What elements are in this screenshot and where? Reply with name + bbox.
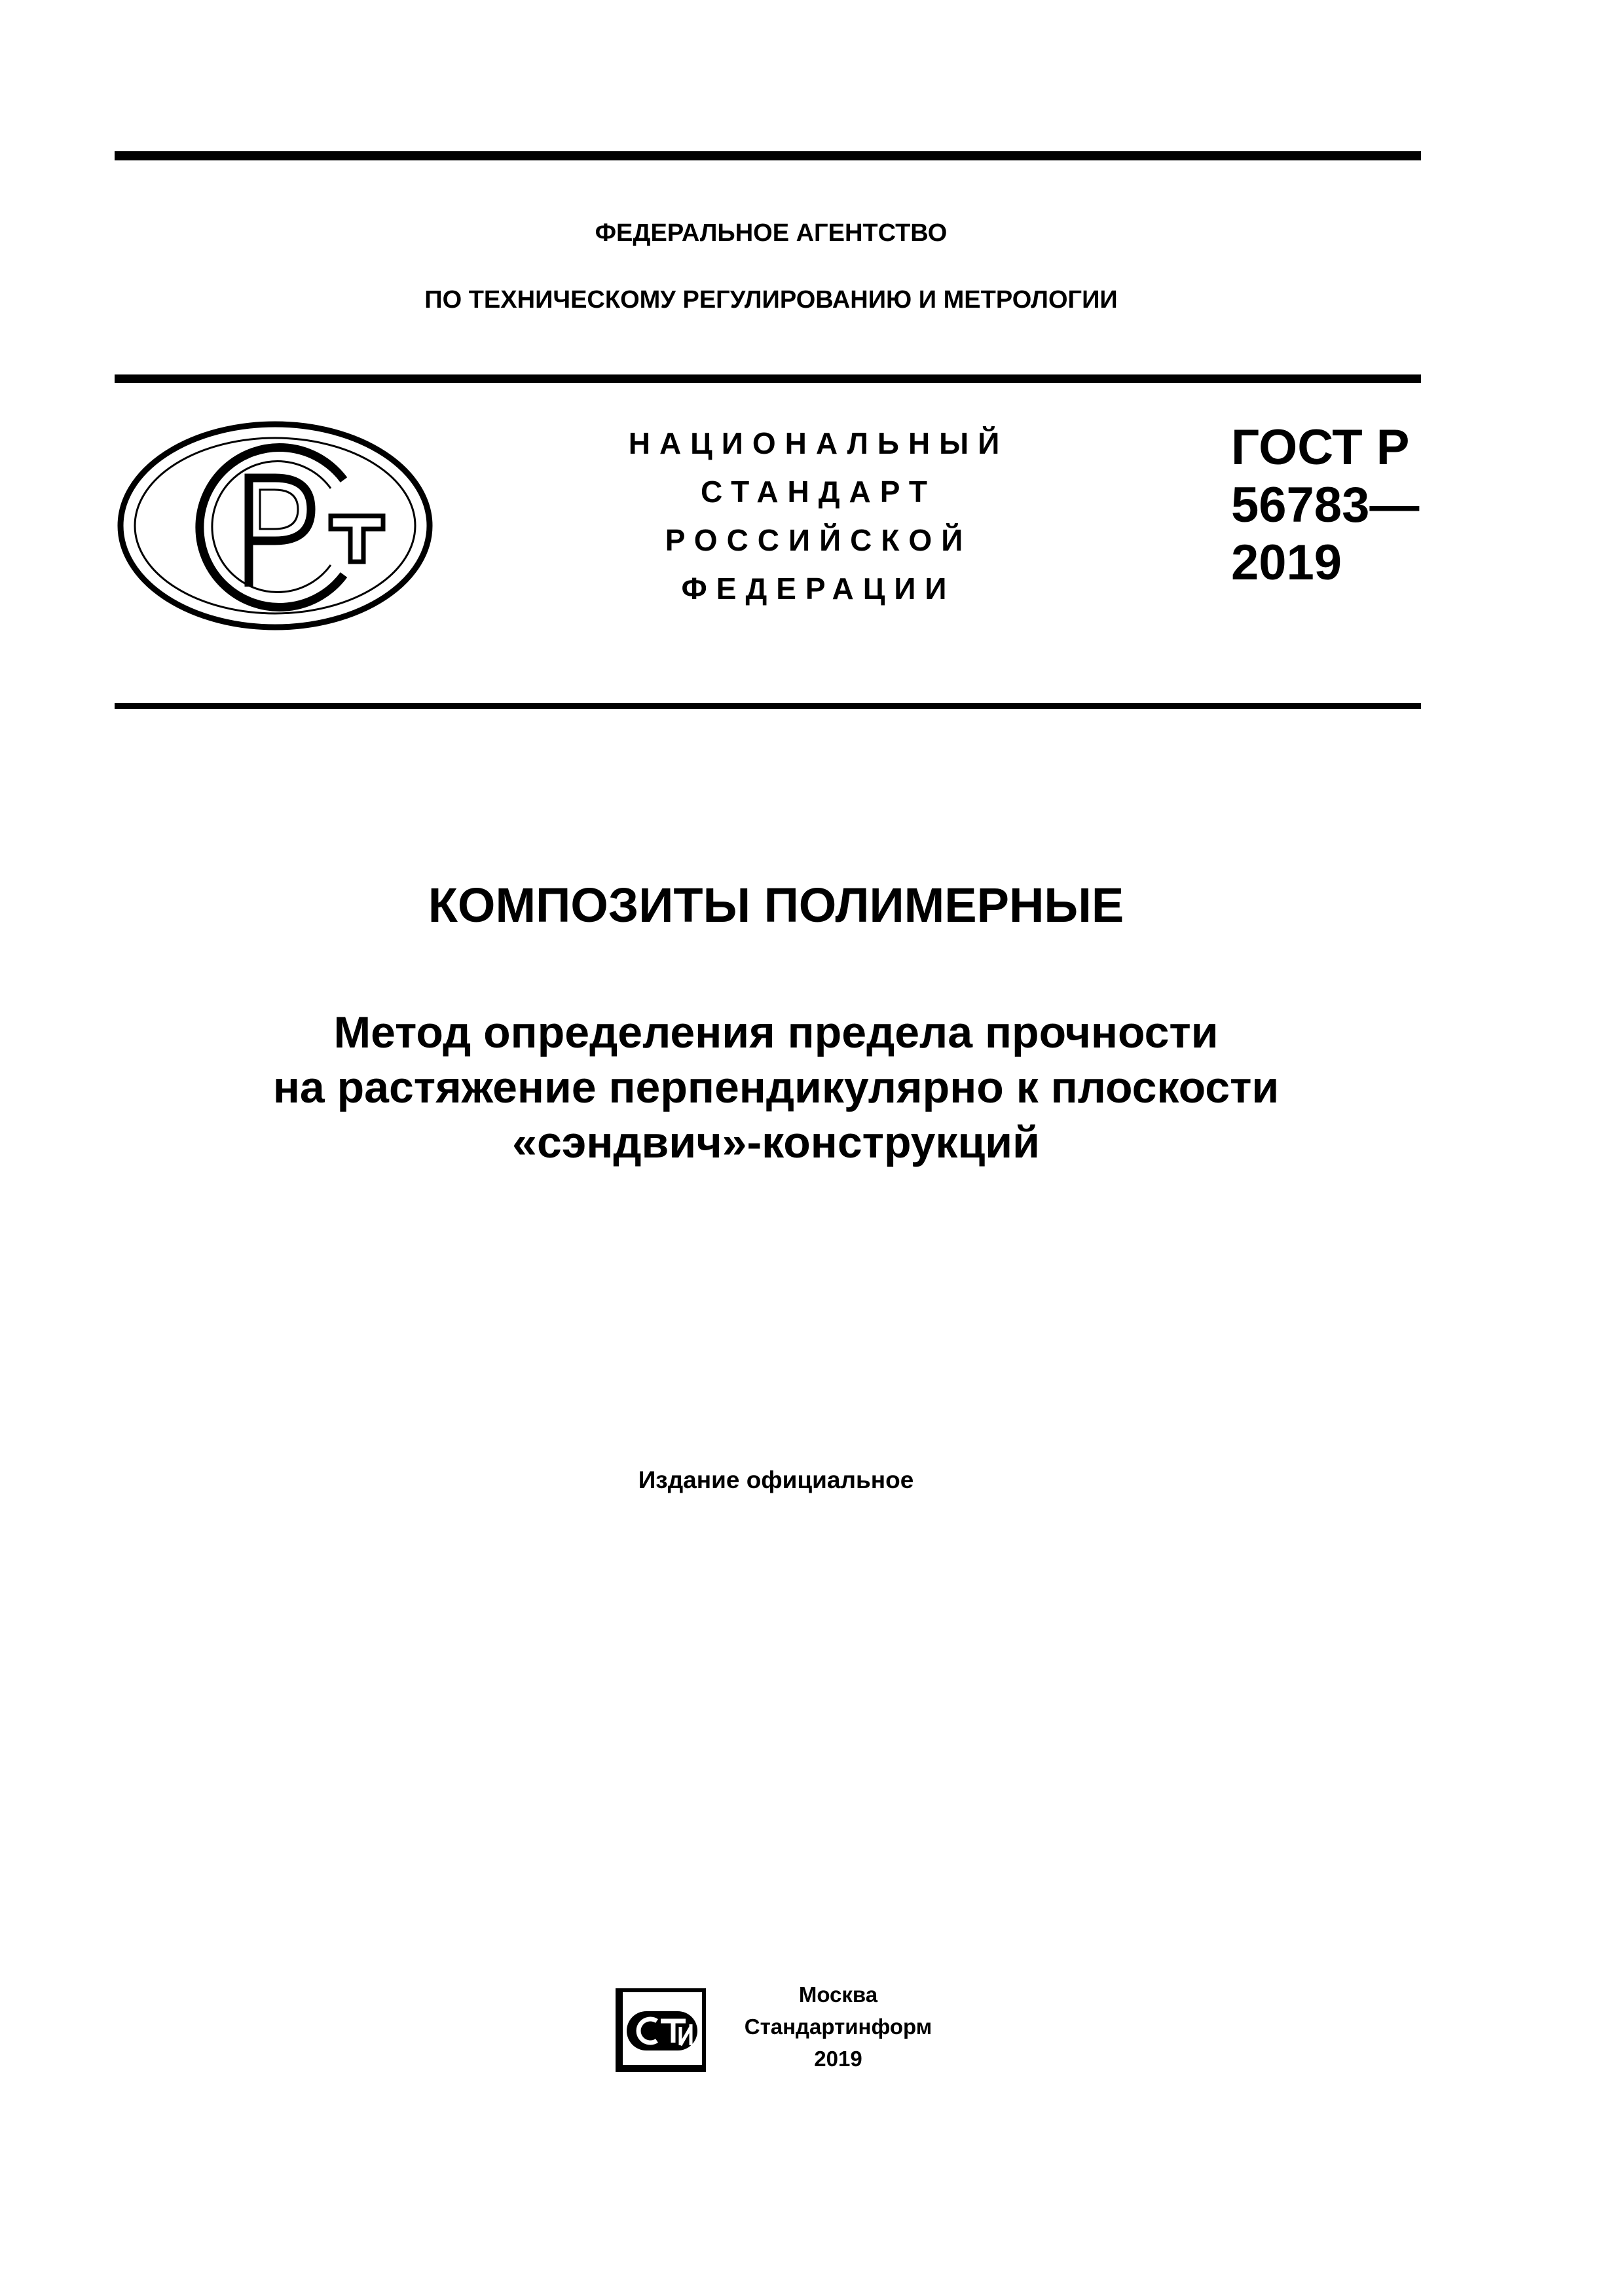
standard-designation [1231,419,1419,592]
publisher-city: Москва [798,1982,878,2007]
agency-line-1: ФЕДЕРАЛЬНОЕ АГЕНТСТВО [595,219,948,247]
designation-line-2: 56783— [1231,477,1420,533]
rst-emblem-icon [115,418,435,634]
publisher-name: Стандартинформ [744,2014,932,2039]
publisher-year: 2019 [814,2047,862,2071]
standard-type [576,419,1061,613]
standard-type-line-1: НАЦИОНАЛЬНЫЙ [628,426,1009,460]
edition-label: Издание официальное [638,1467,914,1493]
document-subtitle [0,1005,1552,1170]
top-rule [115,151,1421,160]
standard-type-line-4: ФЕДЕРАЦИИ [681,572,956,606]
standard-type-line-2: СТАНДАРТ [701,475,936,509]
agency-line-2: ПО ТЕХНИЧЕСКОМУ РЕГУЛИРОВАНИЮ И МЕТРОЛОГИИ [424,286,1118,314]
bottom-rule [115,703,1421,709]
document-title: КОМПОЗИТЫ ПОЛИМЕРНЫЕ [428,878,1124,932]
subtitle-line-2: на растяжение перпендикулярно к плоскости [272,1063,1280,1112]
middle-rule [115,374,1421,383]
standard-type-line-3: РОССИЙСКОЙ [665,523,972,557]
standartinform-logo-icon [612,1985,710,2077]
designation-line-1: ГОСТ Р [1231,420,1410,475]
subtitle-line-1: Метод определения предела прочности [333,1008,1219,1057]
designation-line-3: 2019 [1231,535,1342,591]
publisher-block [720,1978,956,2075]
subtitle-line-3: «сэндвич»-конструкций [512,1118,1040,1167]
